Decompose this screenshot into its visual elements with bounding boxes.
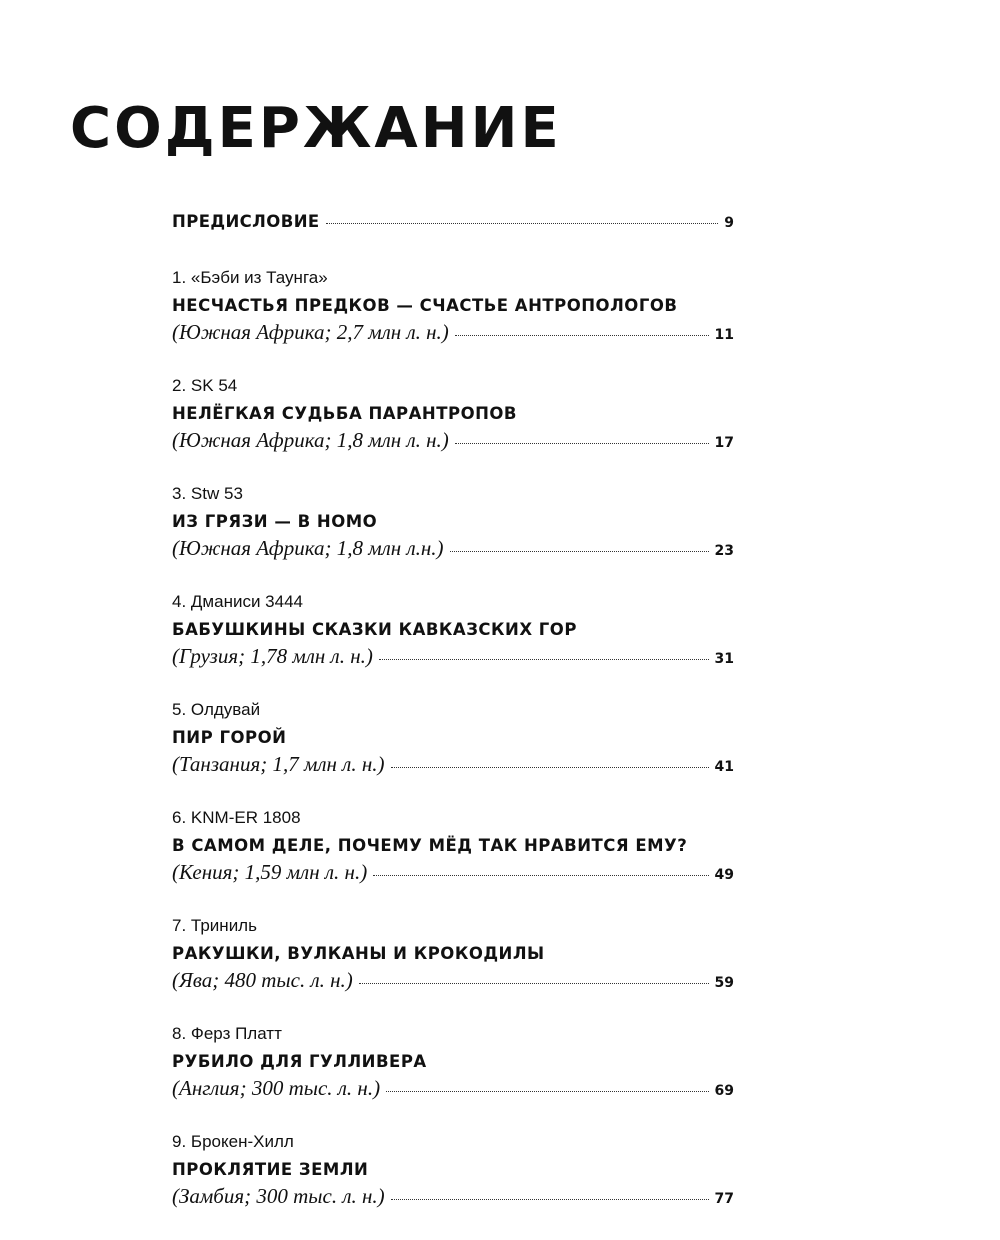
chapter-heading: РАКУШКИ, ВУЛКАНЫ И КРОКОДИЛЫ <box>172 944 545 963</box>
chapter-number: 3. <box>172 484 187 503</box>
toc-chapter-entry[interactable] <box>172 696 734 780</box>
chapter-number-and-name <box>172 696 734 724</box>
chapter-subtitle: (Замбия; 300 тыс. л. н.) <box>172 1184 385 1208</box>
chapter-page-number: 49 <box>714 867 734 883</box>
chapter-number-and-name <box>172 804 734 832</box>
chapter-number: 2. <box>172 376 187 395</box>
dot-leader <box>326 223 719 224</box>
chapter-subtitle: (Южная Африка; 2,7 млн л. н.) <box>172 320 449 344</box>
chapter-name: Ферз Платт <box>190 1024 282 1043</box>
chapter-name: Stw 53 <box>190 484 243 503</box>
chapter-page-number: 31 <box>714 651 734 667</box>
chapter-name: Триниль <box>190 916 257 935</box>
chapter-page-number: 41 <box>714 759 734 775</box>
toc-chapter-entry[interactable] <box>172 588 734 672</box>
chapter-subtitle-line <box>172 752 734 780</box>
preface-label: ПРЕДИСЛОВИЕ <box>172 212 320 231</box>
toc-chapter-entry[interactable] <box>172 1128 734 1212</box>
chapter-number: 5. <box>172 700 187 719</box>
chapter-subtitle: (Ява; 480 тыс. л. н.) <box>172 968 353 992</box>
chapter-subtitle-line <box>172 320 734 348</box>
chapter-subtitle-line <box>172 968 734 996</box>
preface-page-number: 9 <box>724 215 734 231</box>
dot-leader <box>391 767 709 768</box>
chapter-number: 8. <box>172 1024 187 1043</box>
chapter-name: KNM-ER 1808 <box>190 808 301 827</box>
chapter-name: «Бэби из Таунга» <box>190 268 328 287</box>
chapter-page-number: 23 <box>714 543 734 559</box>
chapter-name: Брокен-Хилл <box>190 1132 294 1151</box>
chapter-subtitle-line <box>172 1184 734 1212</box>
chapter-heading: ПИР ГОРОЙ <box>172 728 287 747</box>
chapter-subtitle-line <box>172 536 734 564</box>
chapter-page-number: 11 <box>714 327 734 343</box>
chapter-number: 4. <box>172 592 187 611</box>
chapter-heading: НЕСЧАСТЬЯ ПРЕДКОВ — СЧАСТЬЕ АНТРОПОЛОГОВ <box>172 296 678 315</box>
page-title: СОДЕРЖАНИЕ <box>70 96 562 161</box>
chapter-subtitle-line <box>172 428 734 456</box>
toc-entry-preface[interactable] <box>172 212 734 240</box>
dot-leader <box>455 443 709 444</box>
chapter-number: 7. <box>172 916 187 935</box>
toc-chapter-entry[interactable] <box>172 912 734 996</box>
chapter-name: SK 54 <box>190 376 238 395</box>
chapter-number-and-name <box>172 912 734 940</box>
chapter-number-and-name <box>172 264 734 292</box>
dot-leader <box>455 335 709 336</box>
chapter-number-and-name <box>172 480 734 508</box>
chapter-list <box>172 264 734 1212</box>
chapter-page-number: 69 <box>714 1083 734 1099</box>
chapter-heading: РУБИЛО ДЛЯ ГУЛЛИВЕРА <box>172 1052 427 1071</box>
chapter-page-number: 77 <box>714 1191 734 1207</box>
chapter-name: Олдувай <box>190 700 261 719</box>
chapter-subtitle: (Грузия; 1,78 млн л. н.) <box>172 644 373 668</box>
chapter-heading: ИЗ ГРЯЗИ — В HOMO <box>172 512 378 531</box>
dot-leader <box>450 551 709 552</box>
chapter-subtitle-line <box>172 1076 734 1104</box>
dot-leader <box>391 1199 709 1200</box>
toc-chapter-entry[interactable] <box>172 264 734 348</box>
chapter-number: 6. <box>172 808 187 827</box>
toc-chapter-entry[interactable] <box>172 804 734 888</box>
dot-leader <box>379 659 709 660</box>
chapter-name: Дманиси 3444 <box>190 592 303 611</box>
chapter-subtitle: (Южная Африка; 1,8 млн л. н.) <box>172 428 449 452</box>
toc-chapter-entry[interactable] <box>172 480 734 564</box>
table-of-contents <box>172 212 734 1212</box>
chapter-number-and-name <box>172 1128 734 1156</box>
dot-leader <box>359 983 709 984</box>
dot-leader <box>373 875 708 876</box>
chapter-number-and-name <box>172 1020 734 1048</box>
chapter-subtitle-line <box>172 644 734 672</box>
chapter-heading: В САМОМ ДЕЛЕ, ПОЧЕМУ МЁД ТАК НРАВИТСЯ ЕМУ? <box>172 836 688 855</box>
chapter-page-number: 59 <box>714 975 734 991</box>
chapter-subtitle: (Танзания; 1,7 млн л. н.) <box>172 752 385 776</box>
chapter-number: 1. <box>172 268 187 287</box>
dot-leader <box>386 1091 708 1092</box>
chapter-subtitle: (Южная Африка; 1,8 млн л.н.) <box>172 536 444 560</box>
chapter-number-and-name <box>172 588 734 616</box>
chapter-subtitle: (Англия; 300 тыс. л. н.) <box>172 1076 381 1100</box>
toc-chapter-entry[interactable] <box>172 372 734 456</box>
chapter-page-number: 17 <box>714 435 734 451</box>
toc-chapter-entry[interactable] <box>172 1020 734 1104</box>
chapter-number: 9. <box>172 1132 187 1151</box>
chapter-heading: НЕЛЁГКАЯ СУДЬБА ПАРАНТРОПОВ <box>172 404 518 423</box>
chapter-heading: БАБУШКИНЫ СКАЗКИ КАВКАЗСКИХ ГОР <box>172 620 577 639</box>
chapter-subtitle: (Кения; 1,59 млн л. н.) <box>172 860 368 884</box>
chapter-subtitle-line <box>172 860 734 888</box>
chapter-number-and-name <box>172 372 734 400</box>
chapter-heading: ПРОКЛЯТИЕ ЗЕМЛИ <box>172 1160 369 1179</box>
